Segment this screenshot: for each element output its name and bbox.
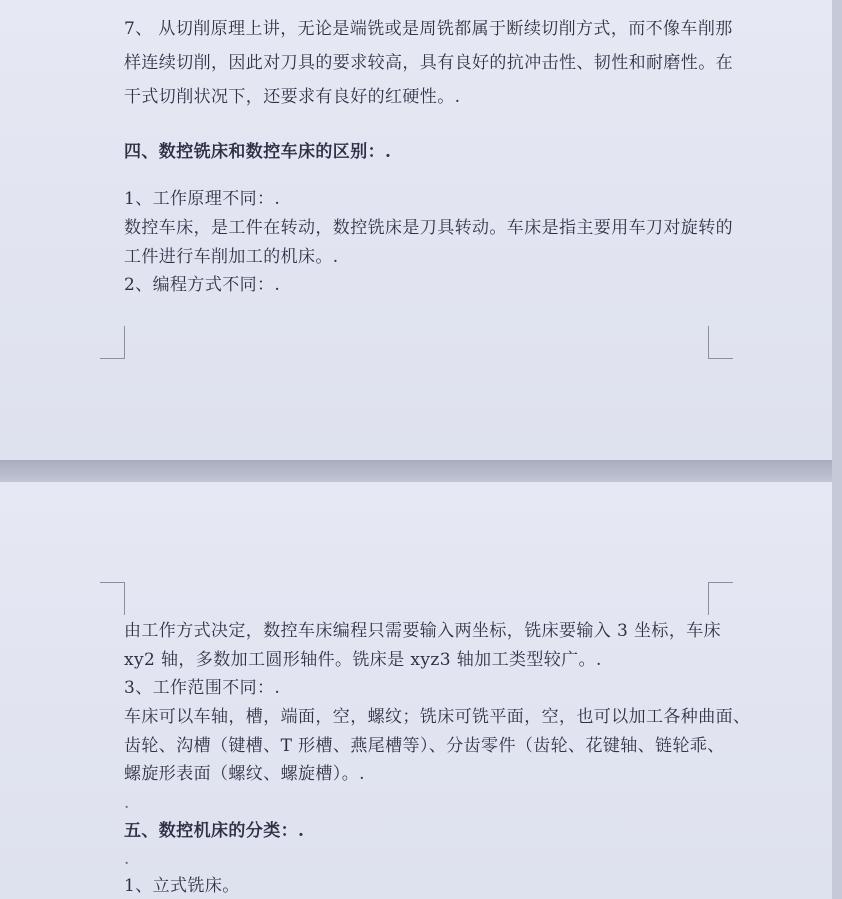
paragraph-line: 工件进行车削加工的机床。.	[124, 247, 339, 267]
paragraph-line: 螺旋形表面（螺纹、螺旋槽）。.	[124, 764, 365, 784]
list-item-heading: 3、工作范围不同：.	[124, 678, 281, 698]
empty-paragraph-mark: .	[124, 793, 130, 813]
paragraph-line: 干式切削状况下，还要求有良好的红硬性。.	[124, 87, 461, 107]
list-item-heading: 1、立式铣床。	[124, 876, 240, 896]
crop-mark-top-left	[100, 582, 125, 615]
paragraph-line: 7、 从切削原理上讲，无论是端铣或是周铣都属于断续切削方式，而不像车削那	[124, 19, 733, 39]
list-item-heading: 2、编程方式不同：.	[124, 275, 281, 295]
empty-paragraph-mark: .	[124, 849, 130, 869]
paragraph-line: 由工作方式决定，数控车床编程只需要输入两坐标，铣床要输入 3 坐标，车床	[124, 621, 722, 641]
paragraph-line: 样连续切削，因此对刀具的要求较高，具有良好的抗冲击性、韧性和耐磨性。在	[124, 53, 733, 73]
section-heading: 五、数控机床的分类：.	[124, 821, 305, 841]
paragraph-line: 齿轮、沟槽（键槽、T 形槽、燕尾槽等）、分齿零件（齿轮、花键轴、链轮乖、	[124, 736, 725, 756]
page-edge-shadow	[832, 0, 842, 899]
list-item-heading: 1、工作原理不同：.	[124, 189, 281, 209]
page-separator	[0, 460, 842, 482]
paragraph-line: 数控车床，是工件在转动，数控铣床是刀具转动。车床是指主要用车刀对旋转的	[124, 218, 733, 238]
crop-mark-bottom-right	[708, 326, 733, 359]
paragraph-line: 车床可以车轴，槽，端面，空，螺纹；铣床可铣平面，空，也可以加工各种曲面、	[124, 707, 751, 727]
paragraph-line: xy2 轴，多数加工圆形轴件。铣床是 xyz3 轴加工类型较广。.	[124, 650, 602, 670]
crop-mark-top-right	[708, 582, 733, 615]
crop-mark-bottom-left	[100, 326, 125, 359]
document-page-2	[0, 482, 832, 899]
section-heading: 四、数控铣床和数控车床的区别：.	[124, 142, 392, 162]
